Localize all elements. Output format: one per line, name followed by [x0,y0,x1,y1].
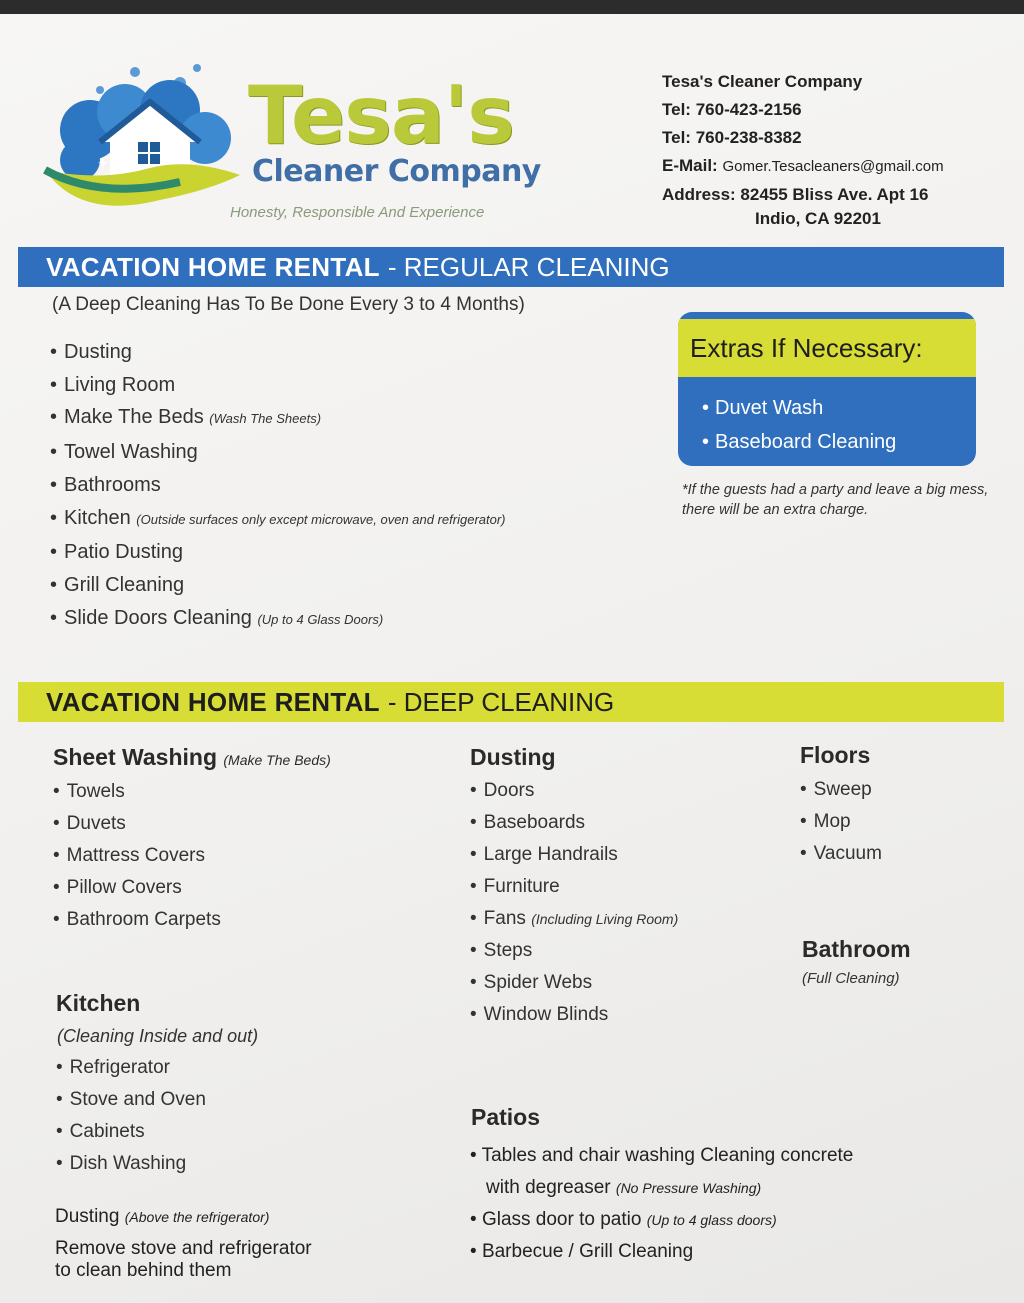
patios-heading: Patios [471,1104,541,1130]
list-item: • Mop [800,806,882,838]
sheet-washing-list [53,776,221,936]
list-item: • Dish Washing [56,1148,206,1180]
list-item: • Fans (Including Living Room) [470,903,678,935]
list-item: • Slide Doors Cleaning (Up to 4 Glass Doors) [50,602,506,637]
list-item: • Cabinets [56,1116,206,1148]
list-item: • Patio Dusting [50,536,506,569]
banner-title: VACATION HOME RENTAL [46,251,380,282]
logo-name: Tesa's [248,69,514,162]
dusting-list [470,775,678,1031]
list-item: • Stove and Oven [56,1084,206,1116]
svg-text:✦: ✦ [97,155,109,171]
list-item: • Baseboards [470,807,678,839]
kitchen-subheading: (Cleaning Inside and out) [57,1026,259,1046]
list-item: • Doors [470,775,678,807]
dusting-heading: Dusting [470,744,556,770]
regular-cleaning-banner [18,247,1004,287]
list-item: • Barbecue / Grill Cleaning [470,1241,694,1262]
list-item: • Mattress Covers [53,840,221,872]
list-item: • Steps [470,935,678,967]
deep-cleaning-banner [18,682,1004,722]
extras-list [702,391,976,459]
list-item: • Glass door to patio (Up to 4 glass doors) [470,1209,777,1230]
bathroom-heading: Bathroom [802,936,911,962]
list-item: • Bathroom Carpets [53,904,221,936]
list-item: • Grill Cleaning [50,569,506,602]
banner-subtitle: - DEEP CLEANING [387,686,615,717]
address-line-2: Indio, CA 92201 [755,209,881,228]
tel-label: Tel: [662,100,691,119]
list-item: • Large Handrails [470,839,678,871]
list-item: • Towel Washing [50,436,506,469]
list-item: • Tables and chair washing Cleaning concrete [470,1145,854,1166]
logo-subtitle: Cleaner Company [252,154,541,189]
list-item: • Furniture [470,871,678,903]
list-item: • Window Blinds [470,999,678,1031]
list-item: • Vacuum [800,838,882,870]
extras-title: Extras If Necessary: [678,319,976,377]
banner-subtitle: - REGULAR CLEANING [387,251,670,282]
floors-list [800,774,882,870]
list-item: • Bathrooms [50,469,506,502]
address-line-1: 82455 Bliss Ave. Apt 16 [740,185,929,204]
list-item: • Kitchen (Outside surfaces only except microwave, oven and refrigerator) [50,502,506,537]
party-footnote: *If the guests had a party and leave a big mess, there will be an extra charge. [682,482,989,518]
contact-block [662,68,944,229]
remove-appliances-note: Remove stove and refrigerator to clean behind them [55,1238,312,1281]
list-item: • Baseboard Cleaning [702,425,976,459]
email-address: Gomer.Tesacleaners@gmail.com [722,158,944,175]
bathroom-subheading: (Full Cleaning) [802,970,900,987]
email-label: E-Mail: [662,156,718,175]
list-item: • Sweep [800,774,882,806]
logo-tagline: Honesty, Responsible And Experience [230,204,485,221]
list-item: • Spider Webs [470,967,678,999]
phone-2: 760-238-8382 [695,128,802,147]
list-item: • Pillow Covers [53,872,221,904]
regular-cleaning-list [50,336,506,636]
dusting-refrigerator-note: Dusting (Above the refrigerator) [55,1206,270,1227]
kitchen-heading: Kitchen [56,990,141,1016]
patios-list [470,1140,853,1268]
phone-1: 760-423-2156 [695,100,802,119]
list-item: • Refrigerator [56,1052,206,1084]
deep-cleaning-note: (A Deep Cleaning Has To Be Done Every 3 to 4 Months) [52,294,525,315]
floors-heading: Floors [800,742,871,768]
extras-box [678,312,976,466]
list-item: • Make The Beds (Wash The Sheets) [50,401,506,436]
list-item: • Towels [53,776,221,808]
list-item-continued: with degreaser (No Pressure Washing) [486,1177,762,1198]
tel-label: Tel: [662,128,691,147]
list-item: • Living Room [50,369,506,402]
list-item: • Duvet Wash [702,391,976,425]
company-name: Tesa's Cleaner Company [662,72,863,91]
kitchen-list [56,1052,206,1180]
house-bubbles-logo-icon [40,50,250,220]
address-label: Address: [662,185,736,204]
banner-title: VACATION HOME RENTAL [46,686,380,717]
list-item: • Duvets [53,808,221,840]
sheet-washing-heading: Sheet Washing (Make The Beds) [53,744,331,770]
list-item: • Dusting [50,336,506,369]
flyer-page [0,14,1024,1303]
